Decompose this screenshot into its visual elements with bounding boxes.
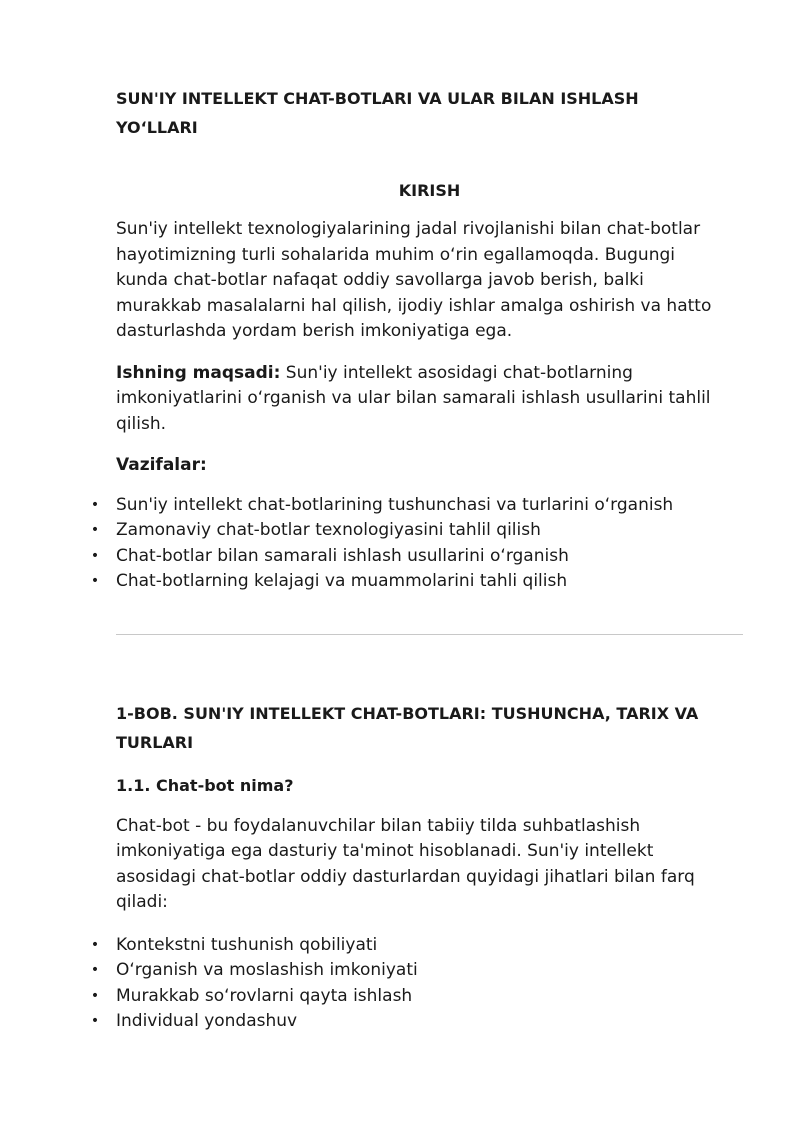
list-item-text: Individual yondashuv	[116, 1011, 298, 1031]
horizontal-divider	[116, 634, 743, 635]
intro-paragraph-line: hayotimizning turli sohalarida muhim o‘rin egallamoqda. Bugungi	[116, 244, 675, 265]
list-item	[90, 544, 743, 570]
list-item-text: O‘rganish va moslashish imkoniyati	[116, 960, 418, 980]
list-item	[90, 569, 743, 595]
document-title	[116, 84, 743, 142]
bullet-icon: •	[90, 522, 100, 538]
chapter-heading-line-1: 1-BOB. SUN'IY INTELLEKT CHAT-BOTLARI: TUSHUNCHA, TARIX VA	[116, 703, 699, 723]
intro-paragraph	[116, 217, 743, 345]
chapter-paragraph-line: asosidagi chat-botlar oddiy dasturlardan quyidagi jihatlari bilan farq	[116, 866, 695, 887]
intro-heading: KIRISH	[398, 181, 461, 200]
list-item	[90, 933, 743, 959]
chapter-heading-line-2: TURLARI	[116, 732, 194, 752]
chapter-paragraph	[116, 814, 743, 916]
section-heading: 1.1. Chat-bot nima?	[116, 775, 294, 795]
list-item-text: Murakkab so‘rovlarni qayta ishlash	[116, 985, 413, 1006]
document-title-line-2: YO‘LLARI	[116, 118, 198, 137]
bullet-icon: •	[90, 573, 100, 589]
goal-text-line: qilish.	[116, 413, 166, 434]
goal-paragraph	[116, 361, 743, 438]
bullet-icon: •	[90, 496, 100, 513]
chapter-paragraph-line: Chat-bot - bu foydalanuvchilar bilan tabiiy tilda suhbatlashish	[116, 815, 641, 836]
list-item	[90, 518, 743, 544]
bullet-icon: •	[90, 1013, 100, 1029]
goal-text-line: imkoniyatlarini o‘rganish va ular bilan samarali ishlash usullarini tahlil	[116, 388, 711, 408]
chapter-heading	[116, 699, 743, 757]
list-item-text: Chat-botlarning kelajagi va muammolarini tahli qilish	[116, 571, 568, 591]
list-item	[90, 984, 743, 1010]
document-title-line-1: SUN'IY INTELLEKT CHAT-BOTLARI VA ULAR BILAN ISHLASH	[116, 89, 639, 108]
bullet-icon: •	[90, 987, 100, 1004]
chapter-paragraph-line: qiladi:	[116, 892, 168, 912]
list-item-text: Zamonaviy chat-botlar texnologiyasini tahlil qilish	[116, 520, 541, 540]
list-item-text: Kontekstni tushunish qobiliyati	[116, 934, 378, 955]
list-item-text: Sun'iy intellekt chat-botlarining tushunchasi va turlarini o‘rganish	[116, 494, 674, 515]
bullet-icon: •	[90, 547, 100, 564]
document-body	[90, 84, 743, 1035]
intro-paragraph-line: dasturlashda yordam berish imkoniyatiga ega.	[116, 321, 513, 341]
list-item-text: Chat-botlar bilan samarali ishlash usullarini o‘rganish	[116, 545, 569, 566]
intro-paragraph-line: kunda chat-botlar nafaqat oddiy savollarga javob berish, balki	[116, 270, 644, 290]
intro-paragraph-line: murakkab masalalarni hal qilish, ijodiy ishlar amalga oshirish va hatto	[116, 295, 712, 316]
goal-label: Ishning maqsadi:	[116, 362, 281, 383]
goal-text-line: Sun'iy intellekt asosidagi chat-botlarning	[280, 362, 633, 383]
list-item	[90, 1009, 743, 1035]
features-list	[90, 933, 743, 1035]
list-item	[90, 493, 743, 519]
tasks-list	[90, 493, 743, 595]
list-item	[90, 958, 743, 984]
bullet-icon: •	[90, 936, 100, 953]
tasks-label: Vazifalar:	[116, 455, 207, 475]
chapter-paragraph-line: imkoniyatiga ega dasturiy ta'minot hisoblanadi. Sun'iy intellekt	[116, 841, 654, 861]
bullet-icon: •	[90, 962, 100, 978]
intro-paragraph-line: Sun'iy intellekt texnologiyalarining jadal rivojlanishi bilan chat-botlar	[116, 219, 701, 239]
